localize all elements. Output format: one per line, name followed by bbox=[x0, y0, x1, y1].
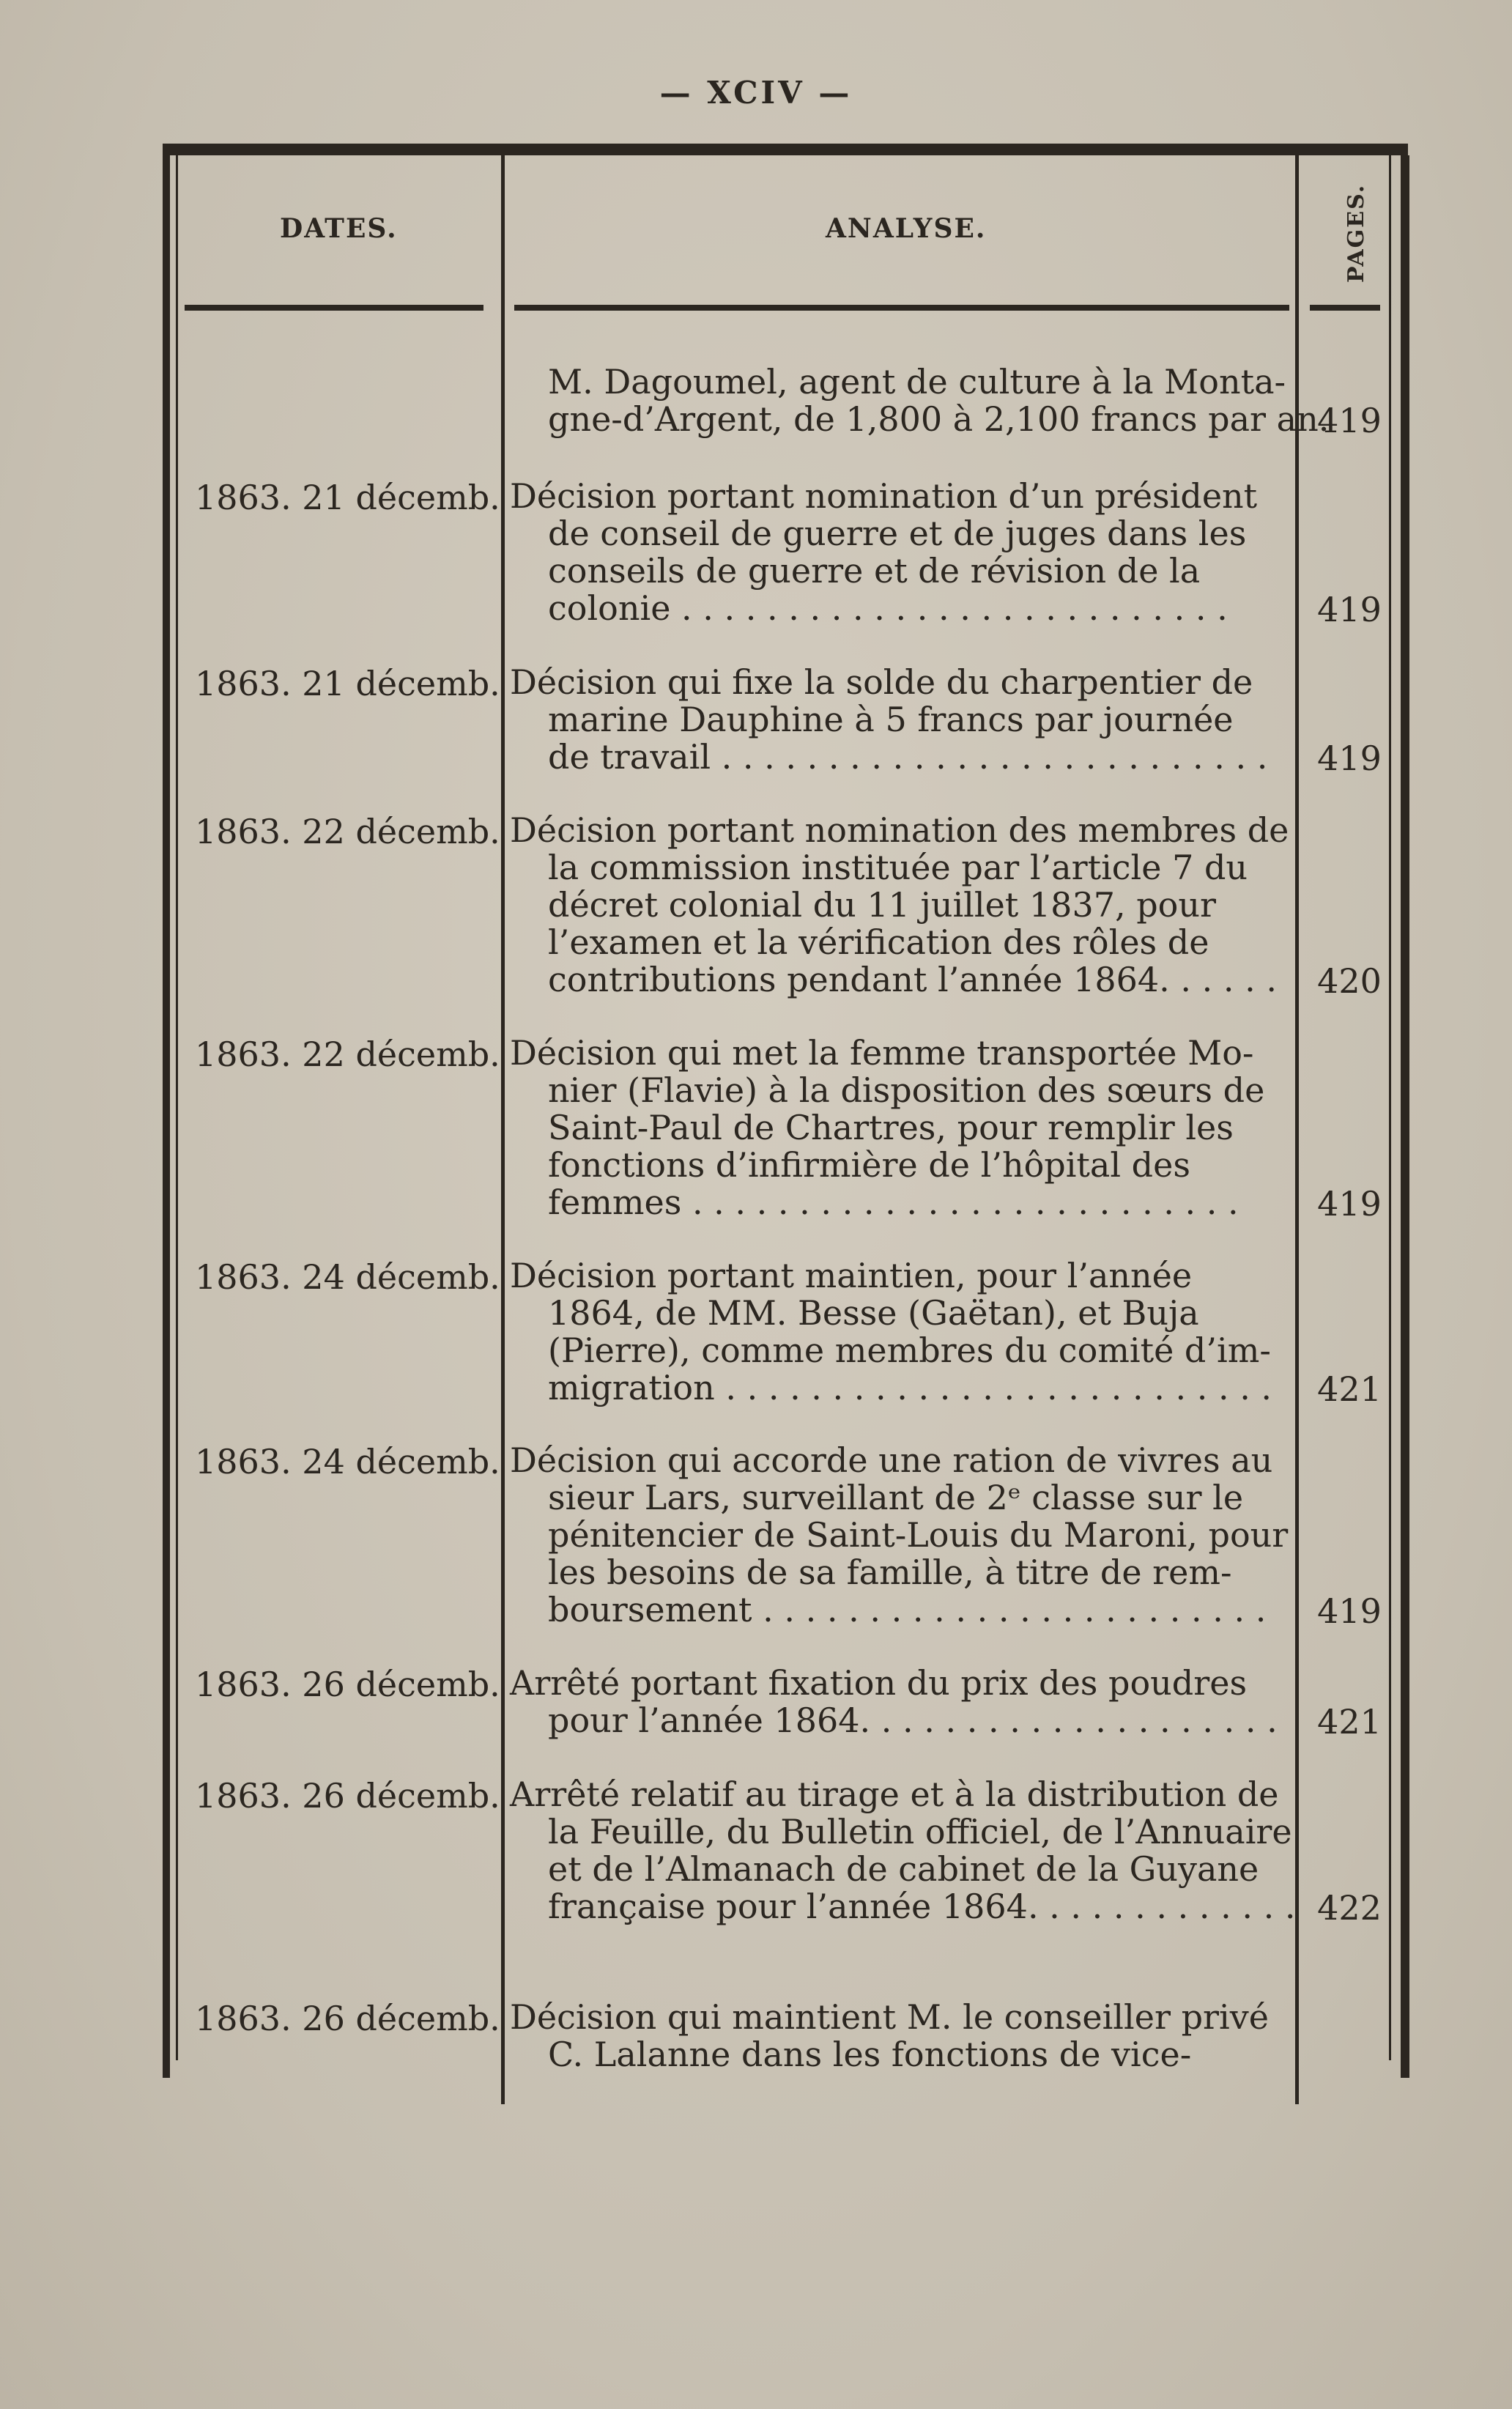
analysis-line: fonctions d’infirmière de l’hôpital des bbox=[548, 1145, 1190, 1185]
entry-analysis bbox=[510, 362, 1330, 439]
page-reference: 420 bbox=[1317, 961, 1382, 1001]
entry-analysis bbox=[510, 1442, 1291, 1629]
entry-date: 1863. 26 décemb. bbox=[195, 1665, 500, 1704]
analysis-line: Décision qui accorde une ration de vivres au bbox=[510, 1440, 1273, 1480]
page-reference: 419 bbox=[1317, 590, 1382, 629]
analysis-line: C. Lalanne dans les fonctions de vice- bbox=[548, 2035, 1192, 2074]
analysis-line: Décision qui met la femme transportée Mo- bbox=[510, 1033, 1254, 1073]
analysis-line: la commission instituée par l’article 7 du bbox=[548, 848, 1248, 887]
right-border bbox=[1401, 155, 1409, 2078]
entry-analysis bbox=[510, 1775, 1296, 1926]
analysis-line: française pour l’année 1864. . . . . . . . . . . . . bbox=[548, 1887, 1296, 1926]
header-rule bbox=[185, 305, 483, 311]
entry-date: 1863. 24 décemb. bbox=[195, 1257, 500, 1297]
analysis-line: marine Dauphine à 5 francs par journée bbox=[548, 700, 1234, 739]
analysis-line: conseils de guerre et de révision de la bbox=[548, 551, 1201, 591]
analysis-line: la Feuille, du Bulletin officiel, de l’Annuaire bbox=[548, 1812, 1292, 1851]
header-rule bbox=[514, 305, 1289, 311]
header-rule bbox=[1310, 305, 1380, 311]
entry-analysis bbox=[510, 1999, 1291, 2073]
header-pages: PAGES. bbox=[1344, 183, 1369, 283]
page-reference: 419 bbox=[1317, 401, 1382, 440]
analysis-line: pénitencier de Saint-Louis du Maroni, pour bbox=[548, 1515, 1289, 1555]
header-analyse: ANALYSE. bbox=[826, 213, 987, 244]
analysis-line: femmes . . . . . . . . . . . . . . . . . . . . . . . . . . bbox=[548, 1183, 1239, 1222]
analysis-line: Décision portant maintien, pour l’année bbox=[510, 1256, 1193, 1295]
analysis-line: Décision qui maintient M. le conseiller privé bbox=[510, 1997, 1269, 2037]
analysis-line: sieur Lars, surveillant de 2ᵉ classe sur le bbox=[548, 1478, 1244, 1517]
analysis-line: Décision portant nomination d’un président bbox=[510, 476, 1258, 516]
column-divider-dates bbox=[501, 155, 505, 2104]
analysis-line: décret colonial du 11 juillet 1837, pour bbox=[548, 885, 1216, 925]
entry-date: 1863. 26 décemb. bbox=[195, 1776, 500, 1816]
analysis-line: l’examen et la vérification des rôles de bbox=[548, 922, 1209, 962]
analysis-line: de travail . . . . . . . . . . . . . . . . . . . . . . . . . . bbox=[548, 737, 1268, 777]
entry-analysis bbox=[510, 1035, 1291, 1221]
page-reference: 421 bbox=[1317, 1369, 1382, 1409]
entry-analysis bbox=[510, 1665, 1291, 1739]
entry-date: 1863. 21 décemb. bbox=[195, 664, 500, 703]
left-border bbox=[163, 155, 170, 2078]
analysis-line: M. Dagoumel, agent de culture à la Monta- bbox=[548, 362, 1286, 402]
analysis-line: (Pierre), comme membres du comité d’im- bbox=[548, 1331, 1271, 1370]
analysis-line: Décision portant nomination des membres de bbox=[510, 810, 1289, 850]
analysis-line: et de l’Almanach de cabinet de la Guyane bbox=[548, 1849, 1259, 1889]
entry-analysis bbox=[510, 812, 1291, 999]
index-table bbox=[163, 144, 1408, 2078]
entry-date: 1863. 22 décemb. bbox=[195, 812, 500, 851]
analysis-line: pour l’année 1864. . . . . . . . . . . . . . . . . . . . bbox=[548, 1701, 1278, 1740]
analysis-line: nier (Flavie) à la disposition des sœurs de bbox=[548, 1070, 1265, 1110]
page-reference: 422 bbox=[1317, 1888, 1382, 1928]
analysis-line: Saint-Paul de Chartres, pour remplir les bbox=[548, 1108, 1234, 1147]
column-divider-pages bbox=[1295, 155, 1299, 2104]
analysis-line: de conseil de guerre et de juges dans les bbox=[548, 514, 1247, 553]
page-reference: 421 bbox=[1317, 1702, 1382, 1742]
analysis-line: boursement . . . . . . . . . . . . . . . . . . . . . . . . bbox=[548, 1590, 1267, 1629]
analysis-line: migration . . . . . . . . . . . . . . . . . . . . . . . . . . bbox=[548, 1368, 1272, 1407]
analysis-line: Arrêté portant fixation du prix des poudres bbox=[510, 1663, 1248, 1703]
analysis-line: 1864, de MM. Besse (Gaëtan), et Buja bbox=[548, 1293, 1199, 1333]
entry-date: 1863. 24 décemb. bbox=[195, 1442, 500, 1481]
analysis-line: contributions pendant l’année 1864. . . . . . bbox=[548, 960, 1277, 999]
page-number: — XCIV — bbox=[659, 75, 853, 111]
entry-analysis bbox=[510, 664, 1291, 776]
page-reference: 419 bbox=[1317, 739, 1382, 778]
entry-analysis bbox=[510, 1257, 1291, 1407]
right-inner-border bbox=[1389, 155, 1391, 2060]
page-reference: 419 bbox=[1317, 1591, 1382, 1631]
entry-analysis bbox=[510, 478, 1291, 627]
header-dates: DATES. bbox=[280, 213, 398, 244]
analysis-line: Arrêté relatif au tirage et à la distribution de bbox=[510, 1775, 1279, 1814]
analysis-line: les besoins de sa famille, à titre de rem- bbox=[548, 1553, 1232, 1592]
analysis-line: colonie . . . . . . . . . . . . . . . . . . . . . . . . . . bbox=[548, 588, 1228, 628]
entry-date: 1863. 22 décemb. bbox=[195, 1035, 500, 1074]
left-inner-border bbox=[176, 155, 178, 2060]
entry-date: 1863. 21 décemb. bbox=[195, 478, 500, 517]
analysis-line: gne-d’Argent, de 1,800 à 2,100 francs par an. bbox=[548, 399, 1330, 439]
entry-date: 1863. 26 décemb. bbox=[195, 1999, 500, 2038]
page-reference: 419 bbox=[1317, 1184, 1382, 1224]
analysis-line: Décision qui fixe la solde du charpentier de bbox=[510, 662, 1253, 702]
top-rule bbox=[163, 144, 1408, 155]
